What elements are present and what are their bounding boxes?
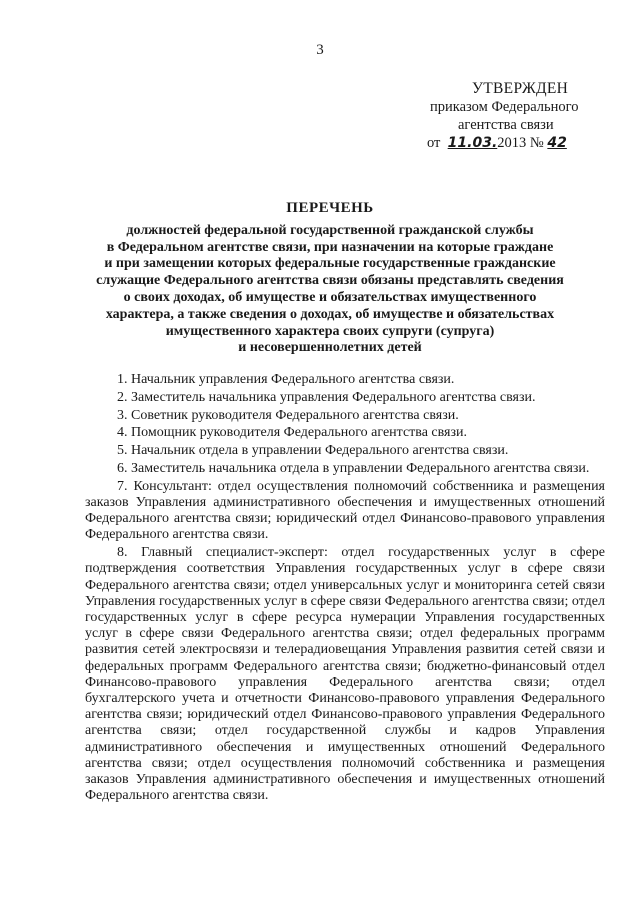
document-title: ПЕРЕЧЕНЬ — [286, 200, 374, 216]
approved-label: УТВЕРЖДЕН — [472, 80, 569, 97]
document-title-block — [70, 200, 590, 357]
page-number: 3 — [316, 42, 324, 58]
title-line: в Федеральном агентстве связи, при назначении на которые граждане — [106, 239, 554, 255]
list-item: 4. Помощник руководителя Федерального агентства связи. — [117, 425, 468, 441]
approval-agency-line: агентства связи — [458, 117, 554, 133]
list-item: 2. Заместитель начальника управления Федерального агентства связи. — [117, 389, 536, 405]
title-line: и несовершеннолетних детей — [238, 340, 422, 356]
handwritten-number: 42 — [547, 135, 567, 151]
date-prefix: от — [427, 135, 441, 151]
handwritten-date: 11.03. — [447, 135, 498, 151]
title-line: имущественного характера своих супруги (супруга) — [165, 323, 495, 339]
approval-stamp — [427, 80, 620, 152]
approval-date-line — [427, 134, 620, 152]
approval-order-line: приказом Федерального — [430, 99, 579, 115]
title-line: служащие Федерального агентства связи обязаны представлять сведения — [96, 273, 564, 289]
list-item: 3. Советник руководителя Федерального агентства связи. — [117, 407, 459, 423]
title-line: и при замещении которых федеральные государственные гражданские — [104, 256, 556, 272]
title-line: характера, а также сведения о доходах, об имуществе и обязательствах — [105, 306, 555, 322]
list-item: 1. Начальник управления Федерального агентства связи. — [117, 372, 455, 387]
title-line: должностей федеральной государственной гражданской службы — [126, 222, 534, 238]
title-line: о своих доходах, об имуществе и обязательствах имущественного — [123, 289, 537, 305]
list-item: 7. Консультант: отдел осуществления полномочий собственника и размещения заказов Управления административного обеспечения и имущественных отношений Федерального агентства связи; юридический отдел Финансово-правового управления Федерального агентства связи. — [85, 478, 605, 543]
list-item: 8. Главный специалист-эксперт: отдел государственных услуг в сфере подтверждения соответствия Управления государственных услуг в сфере связи Федерального агентства связи; отдел универсальных услуг и мониторинга сетей связи Управления государственных услуг в сфере связи Федерального агентства связи; отдел государственных услуг в сфере ресурса нумерации Управления государственных услуг в сфере связи Федерального агентства связи; отдел федеральных программ развития сетей электросвязи и телерадиовещания Управления развития сетей связи и федеральных программ Федерального агентства связи; бюджетно-финансовый отдел Финансово-правового управления Федерального агентства связи; отдел бухгалтерского учета и отчетности Финансово-правового управления Федерального агентства связи; юридический отдел Финансово-правового управления Федерального агентства связи; отдел государственной службы и кадров Управления административного обеспечения и имущественных отношений Федерального агентства связи; отдел осуществления полномочий собственника и размещения заказов Управления административного обеспечения и имущественных отношений Федерального агентства связи. — [85, 545, 605, 804]
year-text: 2013 № — [497, 135, 544, 151]
list-item: 6. Заместитель начальника отдела в управлении Федерального агентства связи. — [117, 460, 590, 476]
positions-list — [85, 372, 605, 806]
list-item: 5. Начальник отдела в управлении Федерального агентства связи. — [117, 443, 509, 459]
